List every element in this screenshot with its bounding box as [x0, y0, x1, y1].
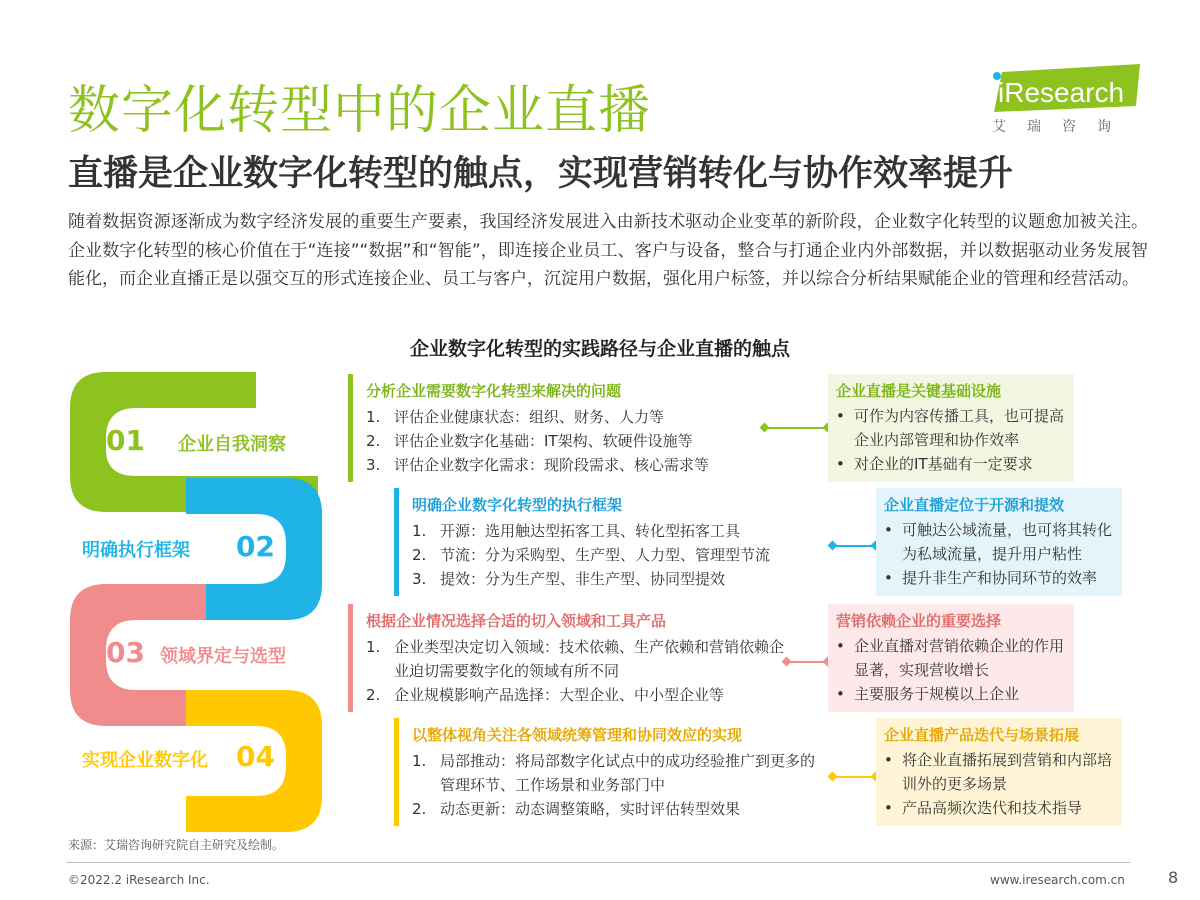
- path-box-2-heading: 明确企业数字化转型的执行框架: [412, 496, 623, 514]
- connector-3: [786, 661, 828, 663]
- box-4-accent-bar: [394, 718, 399, 826]
- copyright: ©2022.2 iResearch Inc.: [68, 873, 210, 887]
- path-box-2-item: 2. 节流：分为采购型、生产型、人力型、管理型节流: [412, 546, 771, 564]
- connector-4: [832, 776, 876, 778]
- step-2-label: 明确执行框架: [82, 540, 190, 561]
- touchpoint-box-3-heading: 营销依赖企业的重要选择: [836, 612, 1002, 630]
- touchpoint-box-3-item: • 主要服务于规模以上企业: [836, 685, 1020, 703]
- diagram-title: 企业数字化转型的实践路径与企业直播的触点: [409, 338, 790, 360]
- box-2-accent-bar: [394, 488, 399, 596]
- step-3-number: 03: [106, 636, 145, 669]
- path-box-1-item: 2. 评估企业数字化基础：IT架构、软硬件设施等: [366, 432, 693, 450]
- step-4-label: 实现企业数字化: [82, 750, 208, 771]
- touchpoint-box-3-item: • 企业直播对营销依赖企业的作用显著，实现营收增长: [836, 637, 1065, 679]
- touchpoint-box-1-item: • 对企业的IT基础有一定要求: [836, 455, 1033, 473]
- touchpoint-box-1-heading: 企业直播是关键基础设施: [836, 382, 1002, 400]
- box-3-accent-bar: [348, 604, 353, 712]
- touchpoint-box-4-item: • 产品高频次迭代和技术指导: [884, 799, 1083, 817]
- step-2-number: 02: [236, 530, 275, 563]
- touchpoint-box-2: [876, 488, 1122, 596]
- step-3-label: 领域界定与选型: [160, 646, 286, 667]
- source-note: 来源：艾瑞咨询研究院自主研究及绘制。: [68, 838, 285, 852]
- path-box-1: [366, 380, 776, 477]
- path-box-3-item: 1. 企业类型决定切入领域：技术依赖、生产依赖和营销依赖企业迫切需要数字化的领域有所不同: [366, 638, 785, 680]
- path-box-3-item: 2. 企业规模影响产品选择：大型企业、中小型企业等: [366, 686, 725, 704]
- logo-text: iResearch: [998, 77, 1125, 108]
- path-box-4: [412, 724, 822, 821]
- connector-1: [764, 427, 828, 429]
- logo-subtitle: 艾瑞咨询: [992, 119, 1132, 135]
- connector-2: [832, 545, 876, 547]
- path-box-2-item: 3. 提效：分为生产型、非生产型、协同型提效: [412, 570, 726, 588]
- path-box-1-heading: 分析企业需要数字化转型来解决的问题: [366, 382, 622, 400]
- path-box-3-heading: 根据企业情况选择合适的切入领域和工具产品: [366, 612, 667, 630]
- path-box-4-item: 2. 动态更新：动态调整策略，实时评估转型效果: [412, 800, 741, 818]
- page-subtitle: 直播是企业数字化转型的触点，实现营销转化与协作效率提升: [68, 154, 1014, 194]
- page-number: 8: [1168, 868, 1179, 887]
- footer-divider: [66, 862, 1130, 863]
- path-box-4-heading: 以整体视角关注各领域统筹管理和协同效应的实现: [412, 726, 743, 744]
- path-box-3: [366, 610, 786, 707]
- path-box-1-item: 3. 评估企业数字化需求：现阶段需求、核心需求等: [366, 456, 710, 474]
- path-box-2-item: 1. 开源：选用触达型拓客工具、转化型拓客工具: [412, 522, 741, 540]
- touchpoint-box-3: [828, 604, 1074, 712]
- touchpoint-box-2-heading: 企业直播定位于开源和提效: [884, 496, 1065, 514]
- page-title: 数字化转型中的企业直播: [68, 81, 652, 141]
- path-box-2: [412, 494, 822, 591]
- box-1-accent-bar: [348, 374, 353, 482]
- touchpoint-box-1-item: • 可作为内容传播工具，也可提高企业内部管理和协作效率: [836, 407, 1065, 449]
- step-1-label: 企业自我洞察: [178, 434, 286, 455]
- touchpoint-box-2-item: • 可触达公域流量，也可将其转化为私域流量，提升用户粘性: [884, 521, 1113, 563]
- path-box-1-item: 1. 评估企业健康状态：组织、财务、人力等: [366, 408, 665, 426]
- step-1-number: 01: [106, 424, 145, 457]
- website-link[interactable]: www.iresearch.com.cn: [990, 873, 1125, 887]
- touchpoint-box-2-item: • 提升非生产和协同环节的效率: [884, 569, 1098, 587]
- touchpoint-box-1: [828, 374, 1074, 482]
- touchpoint-box-4-item: • 将企业直播拓展到营销和内部培训外的更多场景: [884, 751, 1113, 793]
- path-box-4-item: 1. 局部推动：将局部数字化试点中的成功经验推广到更多的管理环节、工作场景和业务部门中: [412, 752, 816, 794]
- step-4-number: 04: [236, 740, 275, 773]
- touchpoint-box-4: [876, 718, 1122, 826]
- touchpoint-box-4-heading: 企业直播产品迭代与场景拓展: [884, 726, 1080, 744]
- intro-paragraph: 随着数据资源逐渐成为数字经济发展的重要生产要素，我国经济发展进入由新技术驱动企业变革的新阶段，企业数字化转型的议题愈加被关注。企业数字化转型的核心价值在于“连接”“数据”和“智能”，即连接企业员工、客户与设备，整合与打通企业内外部数据，并以数据驱动业务发展智能化，而企业直播正是以强交互的形式连接企业、员工与客户，沉淀用户数据，强化用户标签，并以综合分析结果赋能企业的管理和经营活动。: [68, 212, 1148, 289]
